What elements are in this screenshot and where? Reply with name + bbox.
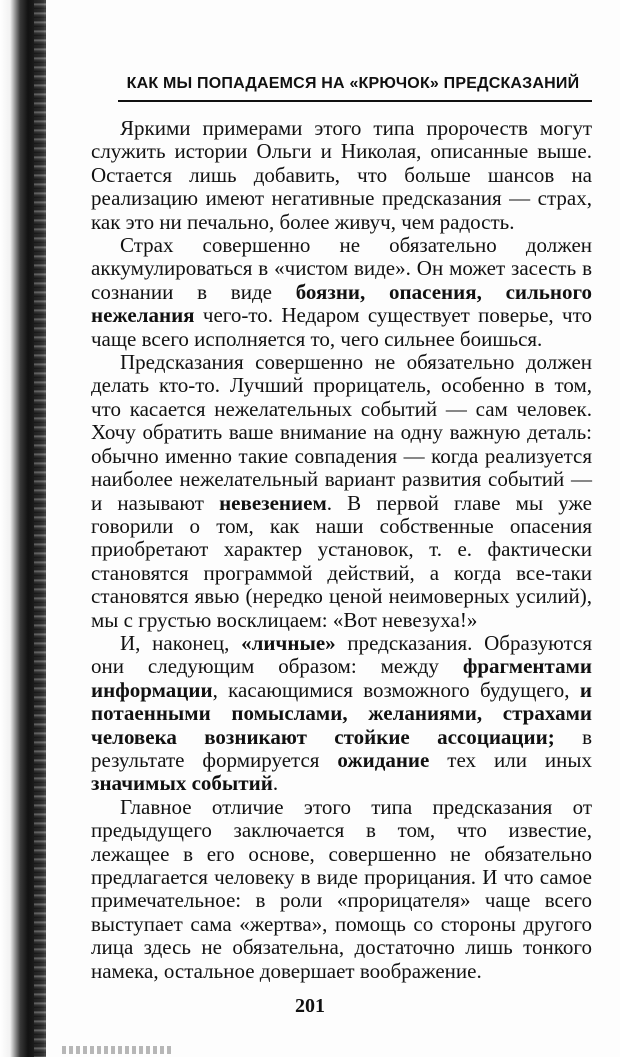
paragraph-2-text-a: Страх совершенно не обязательно должен аккумулироваться в «чистом виде». Он может засесть в сознании в виде: [91, 233, 592, 304]
book-spine-edge: [34, 0, 46, 1057]
paragraph-4: [91, 632, 592, 796]
paragraph-4-bold-associations: и потаенными помыслами, желаниями, страхами человека возникают стойкие ассоциации;: [91, 677, 592, 749]
paragraph-3-text-a: Предсказания совершенно не обязательно должен делать кто-то. Лучший прорицатель, особенно в том, что касается нежелательных событий — сам человек. Хочу обратить ваше внимание на одну важную деталь: обычно именно такие совпадения — когда реализуется наиболее нежелательный вариант развития событий — и называют: [91, 350, 592, 515]
paragraph-5-text: Главное отличие этого типа предсказания от предыдущего заключается в том, что известие, лежащее в его основе, совершенно не обязательно предлагается человеку в виде прорицания. И что самое примечательное: в роли «прорицателя» чаще всего выступает сама «жертва», помощь со стороны другого лица здесь не обязательна, достаточно лишь тонкого намека, остальное довершает воображение.: [91, 794, 592, 983]
paragraph-3-text-c: . В первой главе мы уже говорили о том, как наши собственные опасения приобретают характер установок, т. е. фактически становятся программой действий, а когда все-таки становятся явью (нередко ценой неимоверных усилий), мы с грустью восклицаем: «Вот невезуха!»: [91, 490, 592, 632]
paragraph-4-bold-expectation: ожидание: [337, 747, 430, 772]
page-number: 201: [295, 995, 325, 1017]
paragraph-1-text: Яркими примерами этого типа пророчеств могут служить истории Ольги и Николая, описанные выше. Остается лишь добавить, что больше шансов на реализацию имеют негативные предсказания — страх, как это ни печально, более живуч, чем радость.: [91, 116, 592, 234]
paragraph-2: [91, 234, 592, 351]
header-rule: [118, 100, 592, 102]
paragraph-4-text-i: тех или иных: [429, 747, 592, 772]
paragraph-5: [91, 796, 592, 983]
paragraph-1: [91, 117, 592, 234]
paragraph-4-text-g: в результате формируется: [91, 724, 592, 772]
paragraph-4-text-a: И, наконец,: [120, 630, 242, 655]
paragraph-4-bold-fragments: фрагментами информации: [91, 654, 592, 702]
page-body: [91, 117, 592, 983]
paragraph-4-text-c: предсказания. Образуются они следующим образом: между: [91, 630, 592, 679]
paragraph-4-bold-personal: «личные»: [241, 630, 336, 655]
paragraph-4-text-e: , касающимися возможного будущего,: [212, 677, 580, 702]
paragraph-2-text-c: чего-то. Недаром существует поверье, что чаще всего исполняется то, чего сильнее боишься.: [91, 303, 592, 351]
paragraph-3: [91, 351, 592, 632]
paragraph-4-bold-events: значимых событий: [91, 771, 273, 796]
paragraph-4-text-k: .: [272, 771, 279, 796]
paragraph-3-bold: невезением: [219, 490, 327, 515]
running-header: КАК МЫ ПОПАДАЕМСЯ НА «КРЮЧОК» ПРЕДСКАЗАНИЙ: [126, 75, 580, 92]
bottom-edge-mark: [62, 1046, 172, 1054]
paragraph-2-bold: боязни, опасения, сильного нежелания: [91, 279, 592, 328]
